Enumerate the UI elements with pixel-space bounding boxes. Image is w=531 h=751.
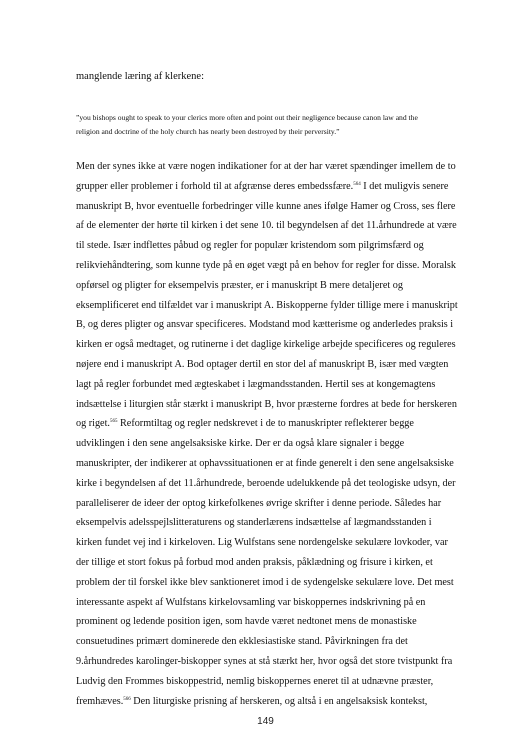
body-line-text: paralleliserer de ideer der optog kirkefolkenes øvrige skrifter i denne periode. Således har xyxy=(76,497,442,509)
body-line-text: indsættelse i liturgien står stærkt i manuskript B, hvor præsterne fordres at bede for herskeren xyxy=(76,398,457,410)
body-line xyxy=(76,157,459,177)
footnote-reference[interactable]: 564 xyxy=(353,181,361,187)
body-line xyxy=(76,474,459,494)
body-line xyxy=(76,236,459,256)
body-line xyxy=(76,256,459,276)
footnote-reference[interactable]: 565 xyxy=(109,419,118,425)
body-line xyxy=(76,375,459,395)
body-line-text-continued: Den liturgiske prisning af herskeren, og altså i en angelsaksisk kontekst, xyxy=(130,695,428,707)
body-line xyxy=(76,454,459,474)
body-line xyxy=(76,315,459,335)
body-line-text-continued: Reformtiltag og regler nedskrevet i de to manuskripter reflekterer begge xyxy=(117,418,414,430)
page-number: 149 xyxy=(257,716,274,727)
body-line-text: problem der til forskel ikke blev sanktioneret imod i de sydengelske sekulære love. Det mest xyxy=(76,576,454,588)
body-line xyxy=(76,395,459,415)
body-line xyxy=(76,335,459,355)
body-line xyxy=(76,652,459,672)
quote-line: religion and doctrine of the holy church has nearly been destroyed by their perversity.” xyxy=(76,127,340,136)
body-line xyxy=(76,632,459,652)
body-line-text: lagt på regler forbundet med ægteskabet i lægmandsstanden. Hertil ses at kongemagtens xyxy=(76,378,436,390)
body-line xyxy=(76,276,459,296)
body-line-text: der tillige et stort fokus på forbud mod anden praksis, påklædning og frisure i kirken, et xyxy=(76,556,433,568)
body-line xyxy=(76,216,459,236)
body-line-text: og riget. xyxy=(76,418,110,430)
body-line-text: Men der synes ikke at være nogen indikationer for at der har været spændinger imellem de to xyxy=(76,161,456,172)
body-line xyxy=(76,355,459,375)
body-line xyxy=(76,593,459,613)
body-line-text: udviklingen i den sene angelsaksiske kirke. Der er da også klare signaler i begge xyxy=(76,438,405,450)
body-line-text: eksemplificeret end tilfældet var i manuskript A. Biskopperne fylder tillige mere i manuskript xyxy=(76,299,458,311)
block-quote xyxy=(76,111,476,139)
body-line-text: manuskripter, der indikerer at ophavssituationen er at finde generelt i den sene angelsaksiske xyxy=(76,457,454,469)
body-line xyxy=(76,513,459,533)
quote-line: ”you bishops ought to speak to your clerics more often and point out their negligence because canon law and the xyxy=(76,113,418,122)
body-line xyxy=(76,177,459,197)
body-line xyxy=(76,197,459,217)
body-line xyxy=(76,672,459,692)
body-line-text: fremhæves. xyxy=(76,695,124,707)
body-line-text: interessante aspekt af Wulfstans kirkelovsamling var biskoppernes indskrivning på en xyxy=(76,596,426,608)
body-paragraph xyxy=(76,157,459,711)
body-line-text: relikviehåndtering, som kunne tyde på en øget vægt på en behov for regler for disse. Moralsk xyxy=(76,259,456,271)
footnote-reference[interactable]: 566 xyxy=(123,696,131,702)
body-line-text: consuetudines primært dominerede den ekklesiastiske stand. Påvirkningen fra det xyxy=(76,636,408,648)
body-line xyxy=(76,553,459,573)
body-line-text: til stede. Især indflettes påbud og regler for populær kristendom som pilgrimsfærd og xyxy=(76,240,424,252)
body-line-text: nøjere end i manuskript A. Bod optager dertil en stor del af manuskript B, især med vægten xyxy=(76,358,449,370)
body-line xyxy=(76,612,459,632)
body-line-text: prominent og ledende position igen, som havde været nedtonet mens de monastiske xyxy=(76,616,417,628)
body-line-text: Ludvig den Frommes biskoppestrid, nemlig biskoppernes eneret til at udnævne præster, xyxy=(76,675,434,687)
body-line-text: opførsel og pligter for eksempelvis præster, er i manuskript B mere detaljeret og xyxy=(76,279,403,291)
body-line-text: kirken er også medtaget, og rutinerne i det daglige kirkelige arbejde specificeres og reguleres xyxy=(76,339,456,351)
body-line-text: 9.århundredes karolinger-biskopper synes at stå stærkt her, hvor også det store tvistpunkt fra xyxy=(76,655,453,667)
body-line-text: grupper eller problemer i forhold til at afgrænse deres embedssfære. xyxy=(76,180,354,192)
body-line-text: af de elementer der hørte til kirken i det sene 10. til begyndelsen af det 11.århundrede at være xyxy=(76,220,457,232)
body-line-text: manuskript B, hvor eventuelle forbedringer ville kunne anes ifølge Hamer og Cross, ses flere xyxy=(76,200,456,212)
body-line xyxy=(76,296,459,316)
body-line xyxy=(76,692,459,712)
body-line xyxy=(76,494,459,514)
body-line xyxy=(76,573,459,593)
body-line xyxy=(76,434,459,454)
body-line-text: kirken fundet vej ind i kirkeloven. Lig Wulfstans sene nordengelske sekulære lovkoder, var xyxy=(76,537,448,549)
body-line-text: kirke i begyndelsen af det 11.århundrede, beroende udelukkende på det teologiske udsyn, der xyxy=(76,477,456,489)
body-line xyxy=(76,533,459,553)
body-line-text: eksempelvis adelsspejlslitteraturens og standerlærens indsættelse af lægmandsstanden i xyxy=(76,517,432,529)
body-line-text: B, og deres pligter og ansvar specificeres. Modstand mod kætterisme og anderledes praksis i xyxy=(76,319,454,331)
body-line xyxy=(76,414,459,434)
intro-line: manglende læring af klerkene: xyxy=(76,71,204,82)
body-line-text-continued: I det muligvis senere xyxy=(360,180,449,192)
